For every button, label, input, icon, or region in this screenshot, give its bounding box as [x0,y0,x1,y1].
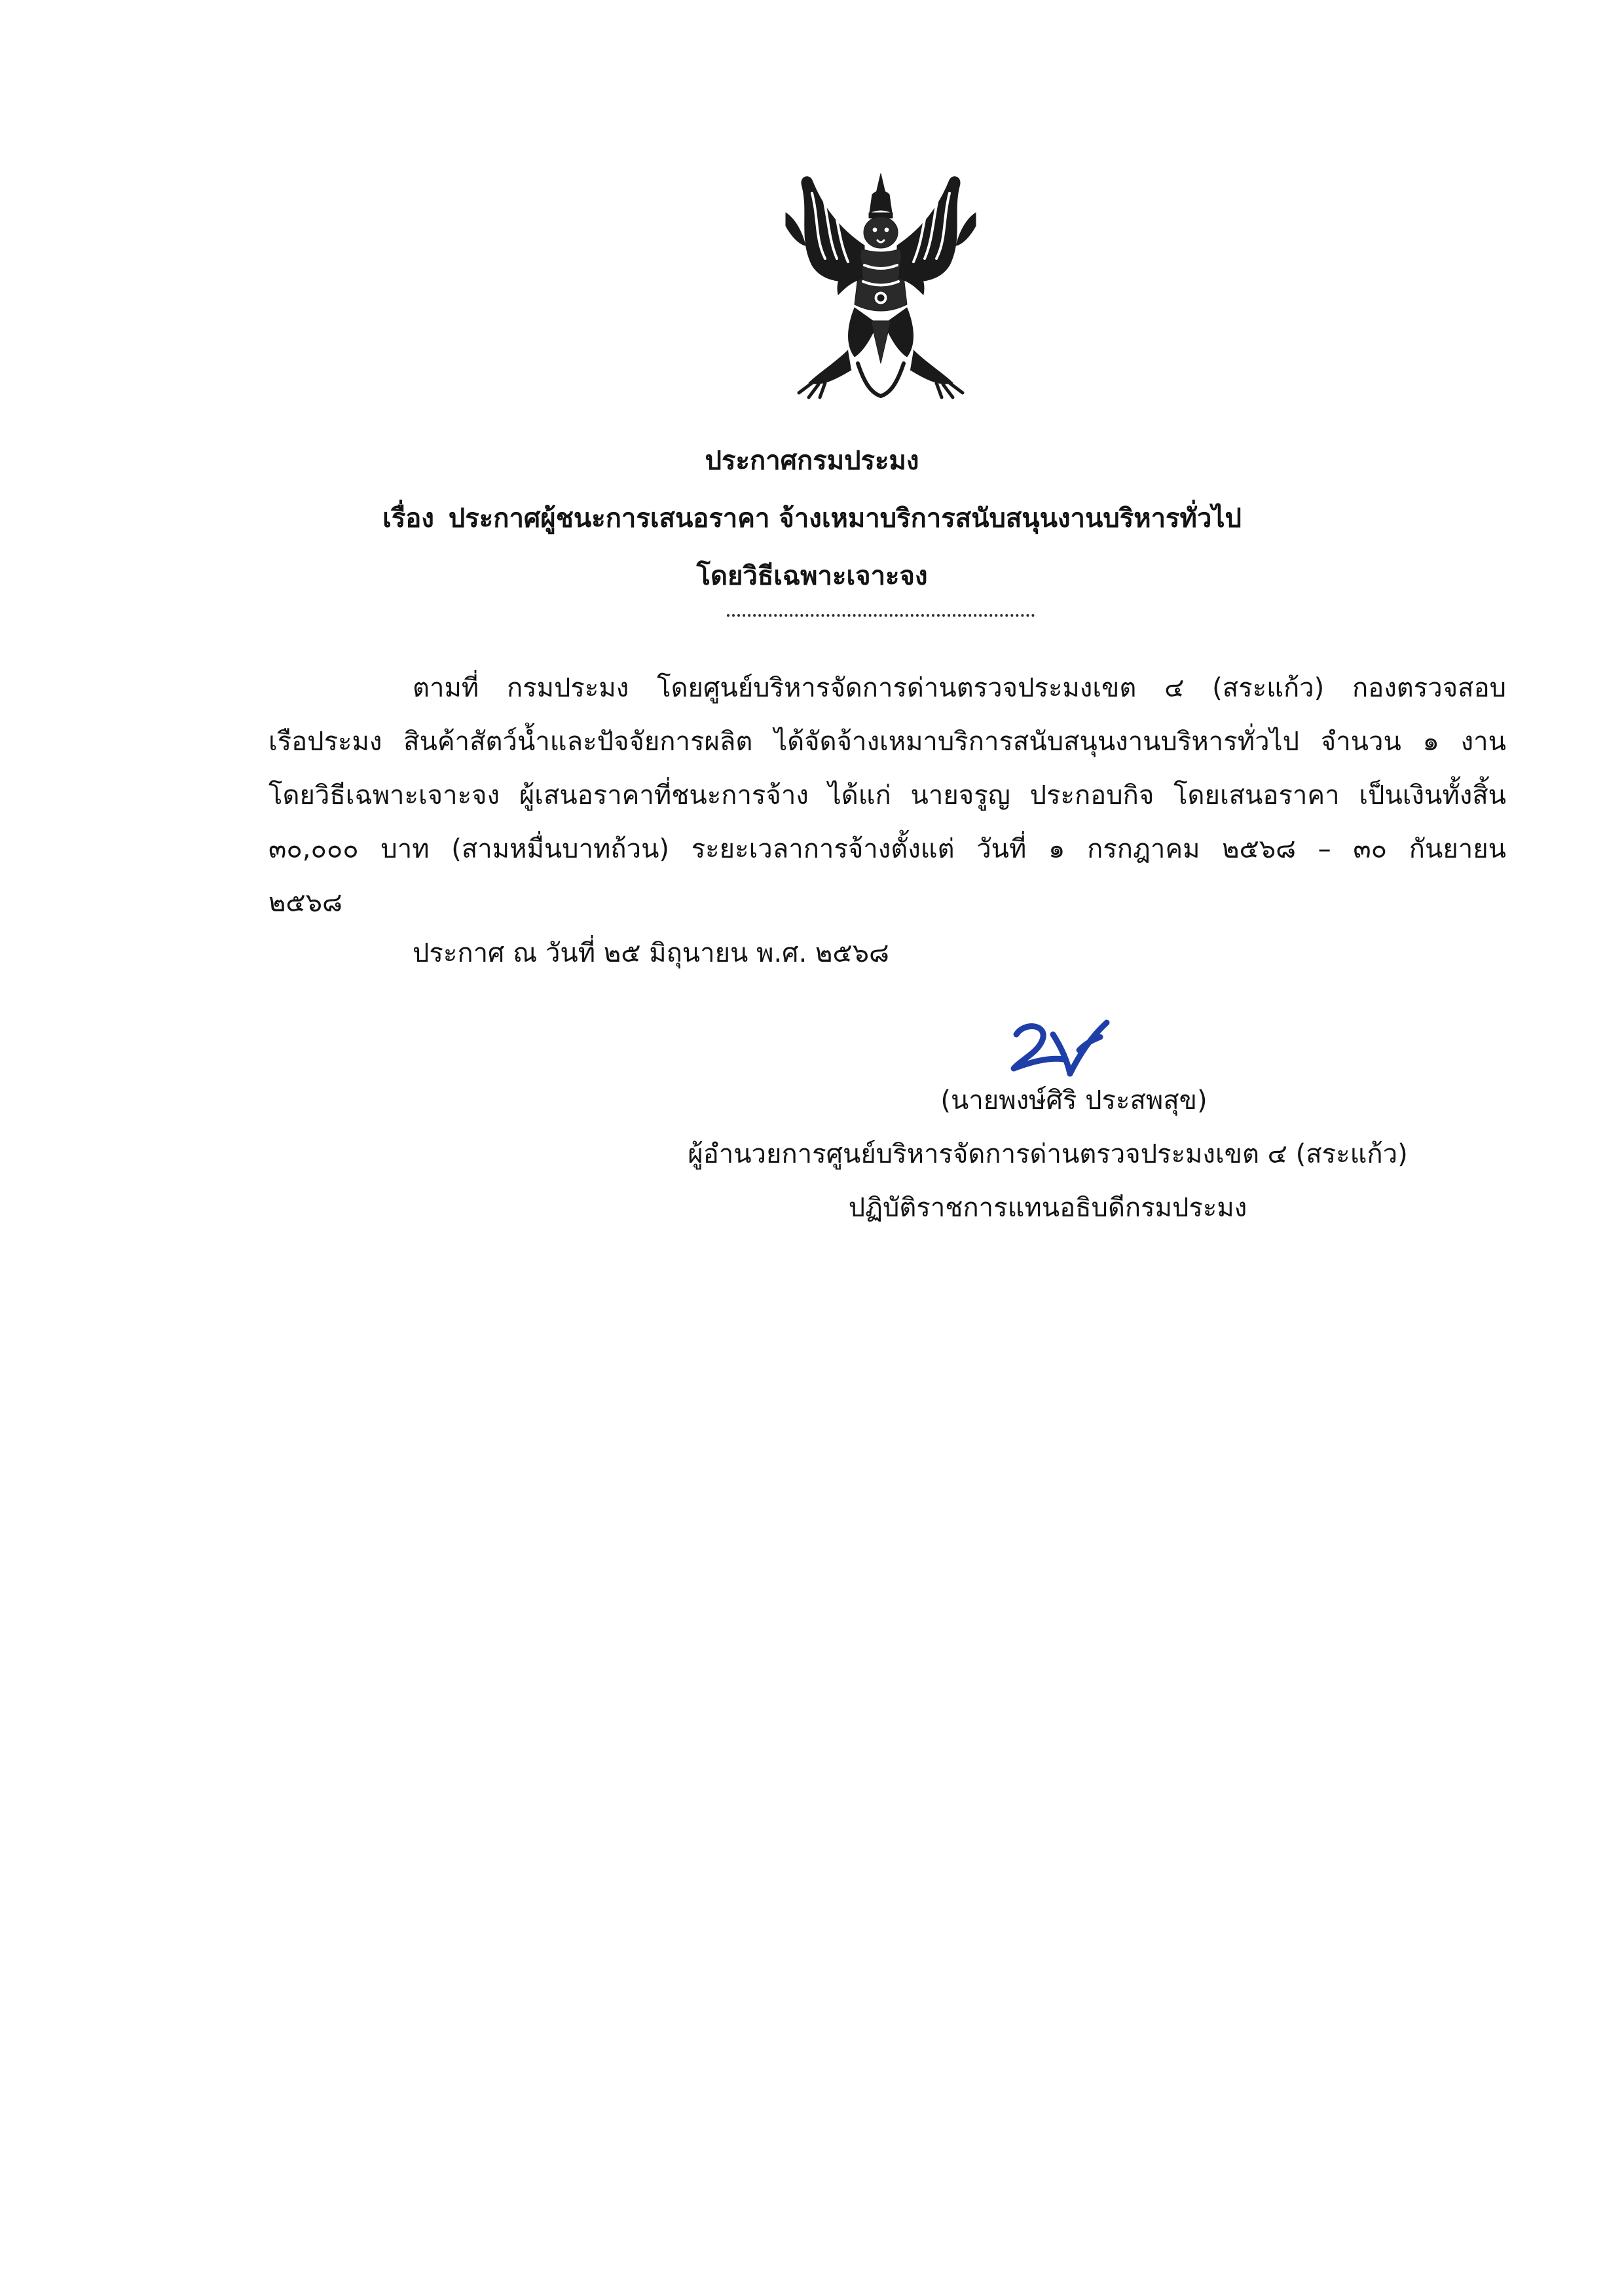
body-line: โดยวิธีเฉพาะเจาะจง ผู้เสนอราคาที่ชนะการจ้าง ได้แก่ นายจรูญ ประกอบกิจ โดยเสนอราคา เป็นเงินทั้งสิ้น [268,780,1506,811]
dotted-divider [727,614,1035,617]
subject-label: เรื่อง [382,503,434,534]
signatory-position: ผู้อำนวยการศูนย์บริหารจัดการด่านตรวจประมงเขต ๔ (สระแก้ว) [688,1139,1408,1169]
signatory-acting-for: ปฏิบัติราชการแทนอธิบดีกรมประมง [848,1193,1247,1223]
body-line: ตามที่ กรมประมง โดยศูนย์บริหารจัดการด่านตรวจประมงเขต ๔ (สระแก้ว) กองตรวจสอบ [413,673,1506,703]
body-line: ๒๕๖๘ [268,888,342,918]
body-line: เรือประมง สินค้าสัตว์น้ำและปัจจัยการผลิต ได้จัดจ้างเหมาบริการสนับสนุนงานบริหารทั่วไป จำนวน ๑ งาน [268,727,1506,757]
garuda-emblem-icon [773,167,989,409]
document-title: ประกาศกรมประมง [705,446,919,476]
subject-line [0,490,1624,547]
body-paragraph [268,661,1506,930]
signature-block [589,1074,1506,1235]
title-block [0,432,1624,605]
body-line: ๓๐,๐๐๐ บาท (สามหมื่นบาทถ้วน) ระยะเวลาการจ้างตั้งแต่ วันที่ ๑ กรกฎาคม ๒๕๖๘ – ๓๐ กันยายน [268,834,1506,864]
announcement-date: ประกาศ ณ วันที่ ๒๕ มิถุนายน พ.ศ. ๒๕๖๘ [413,938,889,968]
signatory-name: (นายพงษ์ศิริ ประสพสุข) [940,1085,1208,1116]
subject-text: ประกาศผู้ชนะการเสนอราคา จ้างเหมาบริการสนับสนุนงานบริหารทั่วไป [448,503,1242,534]
subject-line-2: โดยวิธีเฉพาะเจาะจง [696,561,928,591]
